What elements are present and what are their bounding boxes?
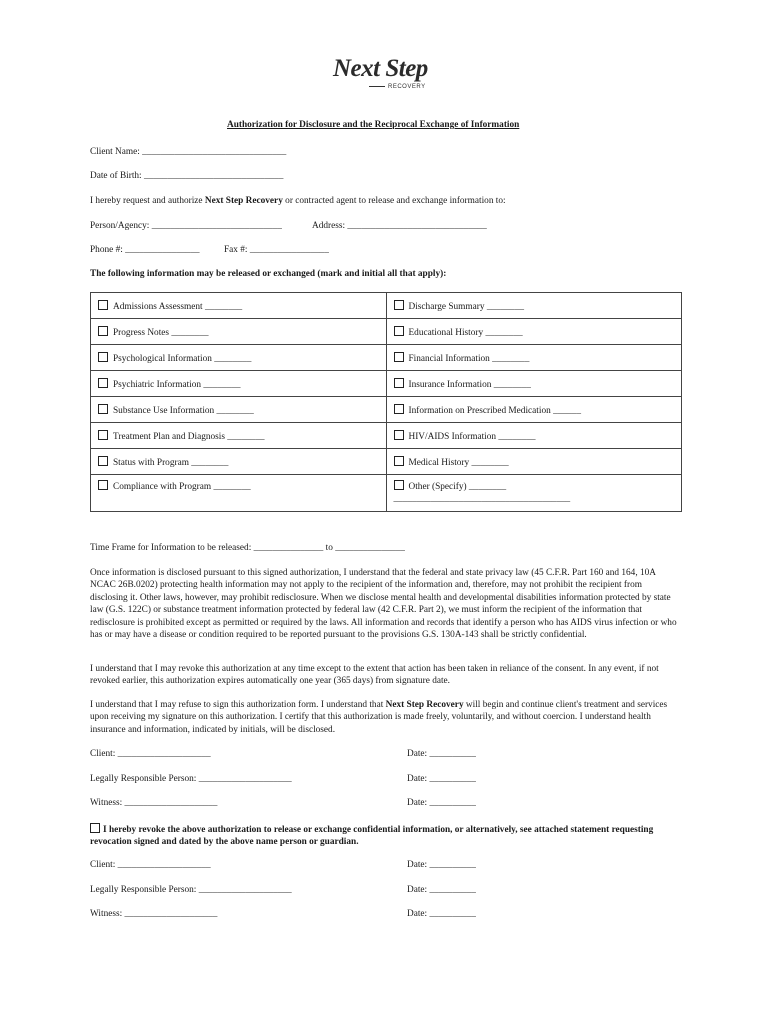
checkbox[interactable] [98, 378, 108, 388]
person-agency-field[interactable]: Person/Agency: ____________________________ [90, 221, 282, 231]
checklist-item[interactable] [386, 293, 682, 319]
logo-subtext: RECOVERY [388, 84, 426, 90]
checklist-label: Information on Prescribed Medication ______ [408, 405, 581, 416]
date-of-birth-field[interactable]: Date of Birth: ______________________________ [90, 171, 284, 181]
signature-field[interactable]: Client: ____________________ [90, 749, 211, 759]
signature-field[interactable]: Legally Responsible Person: ____________________ [90, 774, 292, 784]
checklist-label: HIV/AIDS Information ________ [408, 431, 536, 442]
consent-suffix: will begin and continue client's treatment and services upon receiving my signature on this authorization. I certify that this authorization is made freely, voluntarily, and without coercion. I understand health insurance and information, indicated by initials, will be disclosed. [90, 700, 668, 735]
revoke-statement [90, 823, 680, 849]
checkbox[interactable] [98, 352, 108, 362]
checklist-row [91, 397, 682, 423]
checkbox[interactable] [394, 456, 404, 466]
info-heading: The following information may be released or exchanged (mark and initial all that apply): [90, 269, 447, 279]
checklist-label: Psychological Information ________ [113, 353, 252, 364]
checkbox[interactable] [394, 430, 404, 440]
consent-paragraph [90, 699, 680, 736]
checkbox[interactable] [394, 480, 404, 490]
authorization-prefix: I hereby request and authorize [90, 196, 205, 206]
date-field[interactable]: Date: __________ [407, 885, 476, 895]
revoke-checkbox[interactable] [90, 823, 100, 833]
logo [333, 55, 439, 95]
checklist-row [91, 319, 682, 345]
checklist-row [91, 371, 682, 397]
checkbox[interactable] [394, 326, 404, 336]
fax-field[interactable]: Fax #: _________________ [224, 245, 329, 255]
authorization-statement [90, 196, 506, 206]
checklist-item[interactable] [91, 319, 387, 345]
checkbox[interactable] [394, 352, 404, 362]
checklist-label: Financial Information ________ [408, 353, 530, 364]
date-field[interactable]: Date: __________ [407, 774, 476, 784]
revocation-paragraph: I understand that I may revoke this authorization at any time except to the extent that action has been taken in reliance of the consent. In any event, if not revoked earlier, this authorization expires automatically one year (365 days) from signature date. [90, 664, 659, 687]
checklist-item[interactable] [91, 345, 387, 371]
revoke-text: I hereby revoke the above authorization to release or exchange confidential information, or alternatively, see attached statement requesting revocation signed and dated by the above name person or guardian. [90, 825, 654, 848]
checklist-item[interactable] [91, 293, 387, 319]
date-field[interactable]: Date: __________ [407, 749, 476, 759]
checklist-label: Treatment Plan and Diagnosis ________ [113, 431, 265, 442]
checklist-label: Psychiatric Information ________ [113, 379, 241, 390]
checklist-label: Medical History ________ [408, 457, 509, 468]
checkbox[interactable] [98, 326, 108, 336]
organization-name: Next Step Recovery [204, 196, 283, 206]
checkbox[interactable] [394, 300, 404, 310]
checklist-item[interactable] [91, 371, 387, 397]
checklist-item[interactable] [386, 371, 682, 397]
checkbox[interactable] [394, 404, 404, 414]
privacy-paragraph: Once information is disclosed pursuant to this signed authorization, I understand that the federal and state privacy law (45 C.F.R. Part 160 and 164, 10A NCAC 26B.0202) protecting health information may not apply to the recipient of the information and, therefore, may not prohibit the recipient from disclosing it. Other laws, however, may prohibit redisclosure. When we disclose mental health and developmental disabilities information protected by state law (G.S. 122C) or substance treatment information protected by federal law (42 C.F.R. Part 2), we must inform the recipient of the information that redisclosure is prohibited except as permitted or required by the laws. All information and records that identify a person who has AIDS virus infection or who has or may have a disease or condition required to be reported pursuant to the provisions G.S. 130A-143 shall be strictly confidential. [90, 568, 677, 641]
logo-text: Next Step [333, 55, 428, 82]
checklist-label: Discharge Summary ________ [408, 301, 525, 312]
checklist-item[interactable] [91, 475, 387, 512]
consent-prefix: I understand that I may refuse to sign this authorization form. I understand that [90, 700, 386, 710]
checklist-row [91, 423, 682, 449]
client-name-field[interactable]: Client Name: _______________________________ [90, 147, 287, 157]
checklist-row [91, 345, 682, 371]
checklist-label: Status with Program ________ [113, 457, 229, 468]
checklist-row [91, 293, 682, 319]
checklist-item[interactable] [386, 475, 682, 512]
checklist-row [91, 475, 682, 512]
checkbox[interactable] [98, 480, 108, 490]
time-frame-field[interactable]: Time Frame for Information to be released: _______________ to _______________ [90, 543, 405, 553]
checkbox[interactable] [98, 430, 108, 440]
checklist-item[interactable] [386, 345, 682, 371]
checklist-item[interactable] [91, 449, 387, 475]
checklist-label: Progress Notes ________ [113, 327, 209, 338]
checklist-label: Educational History ________ [408, 327, 523, 338]
checklist-row [91, 449, 682, 475]
organization-name: Next Step Recovery [385, 700, 464, 710]
checklist-label: Insurance Information ________ [408, 379, 531, 390]
page-title: Authorization for Disclosure and the Reciprocal Exchange of Information [227, 120, 520, 130]
date-field[interactable]: Date: __________ [407, 798, 476, 808]
signature-field[interactable]: Client: ____________________ [90, 860, 211, 870]
checklist-label: Compliance with Program ________ [113, 482, 251, 492]
checklist-item[interactable] [91, 397, 387, 423]
checkbox[interactable] [98, 300, 108, 310]
checklist-item[interactable] [386, 449, 682, 475]
address-field[interactable]: Address: ______________________________ [312, 221, 487, 231]
checkbox[interactable] [98, 456, 108, 466]
other-specify-line[interactable]: ______________________________________ [393, 494, 571, 504]
checkbox[interactable] [394, 378, 404, 388]
checklist-label: Other (Specify) ________ [408, 482, 507, 492]
checklist-label: Admissions Assessment ________ [113, 301, 243, 312]
checklist-item[interactable] [91, 423, 387, 449]
information-checklist [90, 292, 682, 512]
phone-field[interactable]: Phone #: ________________ [90, 245, 200, 255]
signature-field[interactable]: Legally Responsible Person: ____________________ [90, 885, 292, 895]
date-field[interactable]: Date: __________ [407, 860, 476, 870]
checklist-item[interactable] [386, 319, 682, 345]
signature-field[interactable]: Witness: ____________________ [90, 798, 218, 808]
checklist-item[interactable] [386, 423, 682, 449]
date-field[interactable]: Date: __________ [407, 909, 476, 919]
checklist-item[interactable] [386, 397, 682, 423]
checkbox[interactable] [98, 404, 108, 414]
authorization-suffix: or contracted agent to release and exchange information to: [282, 196, 506, 206]
logo-divider [369, 86, 385, 87]
signature-field[interactable]: Witness: ____________________ [90, 909, 218, 919]
checklist-label: Substance Use Information ________ [113, 405, 254, 416]
